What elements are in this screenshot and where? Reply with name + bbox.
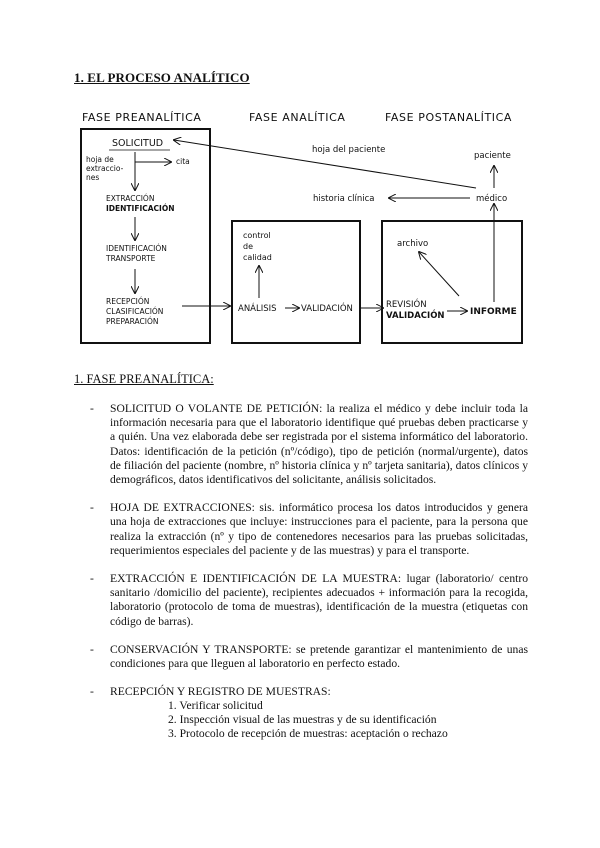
list-dash: -	[90, 685, 94, 699]
solicitud-label: SOLICITUD	[112, 138, 164, 149]
list-item-text: HOJA DE EXTRACCIONES: sis. informático procesa los datos introducidos y genera una hoja de extracciones que incluye: instrucciones para el paciente, para la persona que realiza la extracción (nº y tipo de contenedores necesarios para las pruebas solicitadas, requerimientos especiales del paciente y de las muestras) y para el transporte.	[110, 501, 528, 557]
clasificacion-label: CLASIFICACIÓN	[106, 307, 164, 316]
revision-label: REVISIÓN	[386, 300, 427, 310]
control-label-2: de	[243, 242, 253, 251]
identificacion2-label: IDENTIFICACIÓN	[106, 244, 167, 253]
list-dash: -	[90, 501, 94, 515]
sub-item: 3. Protocolo de recepción de muestras: aceptación o rechazo	[168, 727, 448, 741]
phase-post-label: FASE POSTANALÍTICA	[385, 111, 513, 124]
preanalytic-list	[90, 402, 528, 755]
list-item-text: CONSERVACIÓN Y TRANSPORTE: se pretende garantizar el mantenimiento de unas condiciones para que lleguen al laboratorio en perfecto estado.	[110, 642, 528, 671]
medico-label: médico	[476, 194, 508, 204]
hoja-extracciones-label-3: nes	[86, 173, 100, 182]
recepcion-label: RECEPCIÓN	[106, 297, 150, 306]
phase-pre-label: FASE PREANALÍTICA	[82, 111, 202, 124]
historia-label: historia clínica	[313, 194, 375, 204]
list-item-text: RECEPCIÓN Y REGISTRO DE MUESTRAS:	[110, 685, 331, 699]
extraccion-label: EXTRACCIÓN	[106, 194, 155, 203]
archivo-label: archivo	[397, 239, 429, 249]
identificacion-label: IDENTIFICACIÓN	[106, 204, 175, 213]
section-title: 1. FASE PREANALÍTICA:	[74, 372, 214, 386]
sub-item: 2. Inspección visual de las muestras y de su identificación	[168, 713, 437, 727]
sub-item: 1. Verificar solicitud	[168, 699, 263, 713]
list-item	[90, 572, 528, 629]
list-item	[90, 643, 528, 671]
control-label-1: control	[243, 231, 271, 240]
reception-steps	[110, 699, 528, 741]
hoja-extracciones-label-1: hoja de	[86, 155, 114, 164]
analisis-label: ANÁLISIS	[238, 304, 277, 314]
list-dash: -	[90, 402, 94, 415]
arrow-to-archivo	[419, 252, 459, 296]
validacion-label: VALIDACIÓN	[301, 304, 353, 314]
list-item	[90, 402, 528, 487]
preparacion-label: PREPARACIÓN	[106, 317, 159, 326]
transporte-label: TRANSPORTE	[106, 254, 156, 263]
informe-label: INFORME	[470, 307, 517, 317]
list-dash: -	[90, 572, 94, 586]
hoja-paciente-label: hoja del paciente	[312, 145, 386, 155]
control-label-3: calidad	[243, 253, 272, 262]
list-item-text: EXTRACCIÓN E IDENTIFICACIÓN DE LA MUESTRA: lugar (laboratorio/ centro sanitario /domicilio del paciente), recipientes adecuados + información para la recogida, laboratorio (protocolo de toma de muestras), identificación de la muestra (etiquetas con código de barras).	[110, 572, 528, 628]
validacion2-label: VALIDACIÓN	[386, 311, 445, 321]
page-heading: 1. EL PROCESO ANALÍTICO	[74, 70, 250, 85]
list-dash: -	[90, 642, 94, 656]
list-item-text: SOLICITUD O VOLANTE DE PETICIÓN: la realiza el médico y debe incluir toda la información necesaria para que el laboratorio identifique qué pruebas deben practicarse y a quién. Una vez elaborada debe ser registrada por el sistema informático del laboratorio. Datos: identificación de la petición (nº/código), tipo de petición (normal/urgente), datos de filiación del paciente (nombre, nº historia clínica y nº tarjeta sanitaria), datos clínicos y demográficos, datos identificativos del solicitante, análisis solicitados.	[110, 402, 528, 487]
hoja-extracciones-label-2: extraccio-	[86, 164, 124, 173]
list-item	[90, 501, 528, 558]
list-item	[90, 685, 528, 741]
paciente-label: paciente	[474, 151, 511, 161]
process-diagram	[0, 100, 600, 350]
cita-label: cita	[176, 157, 190, 166]
phase-ana-label: FASE ANALÍTICA	[249, 111, 346, 124]
